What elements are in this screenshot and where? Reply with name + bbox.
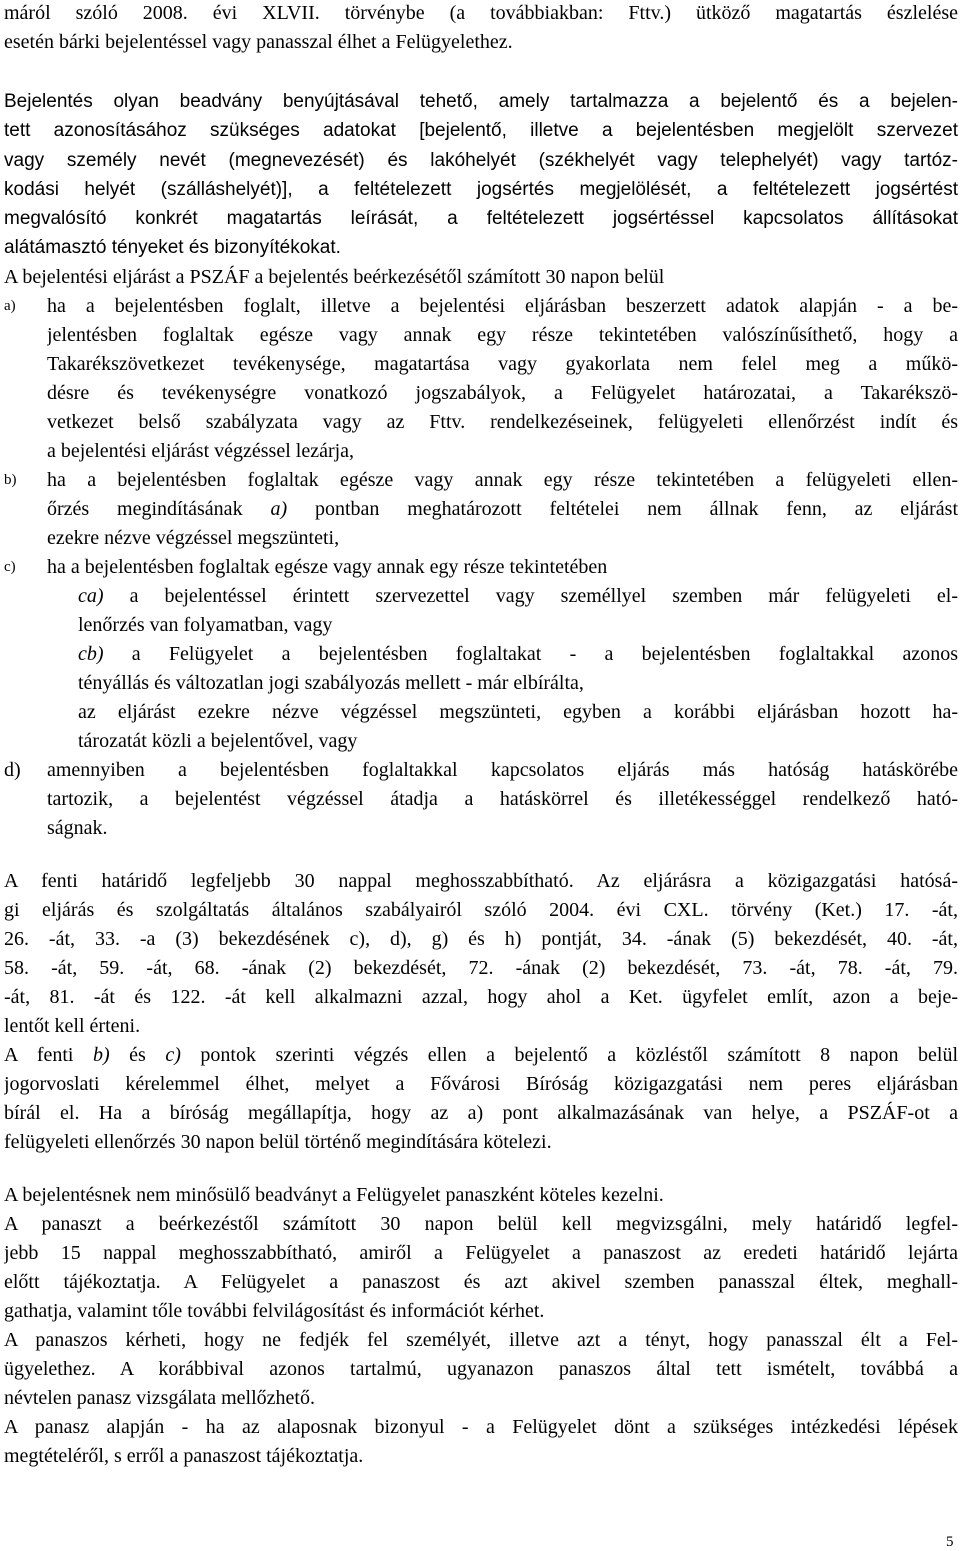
text-line: tényállás és változatlan jogi szabályozás mellett - már elbírálta, xyxy=(78,672,584,694)
text-line: A panaszos kérheti, hogy ne fedjék fel személyét, illetve azt a tényt, hogy panasszal élt a Fel- xyxy=(4,1329,958,1351)
text-line: máról szóló 2008. évi XLVII. törvénybe (a továbbiakban: Fttv.) ütköző magatartás észlelése xyxy=(4,2,958,24)
text-line: amennyiben a bejelentésben foglaltakkal kapcsolatos eljárás más hatóság hatáskörébe xyxy=(47,759,958,781)
text-line: A fenti b) és c) pontok szerinti végzés ellen a bejelentő a közléstől számított 8 napon belül xyxy=(4,1044,958,1066)
text-line: A bejelentési eljárást a PSZÁF a bejelentés beérkezésétől számított 30 napon belül xyxy=(4,266,665,288)
text-line: ha a bejelentésben foglaltak egésze vagy annak egy része tekintetében xyxy=(47,556,608,578)
text-line: megvalósító konkrét magatartás leírását, a feltételezett jogsértéssel kapcsolatos állításokat xyxy=(4,208,958,229)
text-line: gi eljárás és szolgáltatás általános szabályairól szóló 2004. évi CXL. törvény (Ket.) 17. -át, xyxy=(4,899,958,921)
text-line: esetén bárki bejelentéssel vagy panasszal élhet a Felügyelethez. xyxy=(4,31,513,53)
text-line: A panaszt a beérkezéstől számított 30 napon belül kell megvizsgálni, mely határidő legfel- xyxy=(4,1213,958,1235)
text-line: jelentésben foglaltak egésze vagy annak egy része tekintetében valószínűsíthető, hogy a xyxy=(47,324,958,346)
text-line: 26. -át, 33. -a (3) bekezdésének c), d), g) és h) pontját, 34. -ának (5) bekezdését, 40. -át, xyxy=(4,928,958,950)
text-line: az eljárást ezekre nézve végzéssel megszünteti, egyben a korábbi eljárásban hozott ha- xyxy=(78,701,958,723)
text-line: A bejelentésnek nem minősülő beadványt a Felügyelet panaszként köteles kezelni. xyxy=(4,1184,664,1206)
text-line: névtelen panasz vizsgálata mellőzhető. xyxy=(4,1387,315,1409)
text-line: ha a bejelentésben foglaltak egésze vagy annak egy része tekintetében a felügyeleti ellen- xyxy=(47,469,958,491)
text-line: előtt tájékoztatja. A Felügyelet a panaszost és azt akivel szemben panasszal éltek, meghall- xyxy=(4,1271,958,1293)
sub-label: ca) xyxy=(78,585,104,607)
text-line: cb) a Felügyelet a bejelentésben foglaltakat - a bejelentésben foglaltakkal azonos xyxy=(78,643,958,665)
text-line: 58. -át, 59. -át, 68. -ának (2) bekezdését, 72. -ának (2) bekezdését, 73. -át, 78. -át, 79. xyxy=(4,957,958,979)
text-line: ügyelethez. A korábbival azonos tartalmú, ugyanazon panaszos által tett ismételt, továbbá a xyxy=(4,1358,958,1380)
text-line: tartozik, a bejelentést végzéssel átadja a hatáskörrel és illetékességgel rendelkező ható- xyxy=(47,788,958,810)
text-line: lentőt kell érteni. xyxy=(4,1015,141,1037)
text-line: kodási helyét (szálláshelyét)], a feltételezett jogsértés megjelölését, a feltételezett jogsértést xyxy=(4,179,958,200)
text-line: -át, 81. -át és 122. -át kell alkalmazni azzal, hogy ahol a Ket. ügyfelet említ, azon a beje- xyxy=(4,986,958,1008)
text-line: Bejelentés olyan beadvány benyújtásával tehető, amely tartalmazza a bejelentő és a bejelen- xyxy=(4,91,958,112)
text-line: ezekre nézve végzéssel megszünteti, xyxy=(47,527,340,549)
text-line: a bejelentési eljárást végzéssel lezárja, xyxy=(47,440,355,462)
list-label: c) xyxy=(4,559,16,575)
text-line: őrzés megindításának a) pontban meghatározott feltételei nem állnak fenn, az eljárást xyxy=(47,498,958,520)
text-line: ságnak. xyxy=(47,817,108,839)
page-number: 5 xyxy=(946,1534,954,1550)
text-line: bírál el. Ha a bíróság megállapítja, hogy az a) pont alkalmazásának van helye, a PSZÁF-ot a xyxy=(4,1102,958,1124)
text-line: tározatát közli a bejelentővel, vagy xyxy=(78,730,358,752)
text-line: vagy személy nevét (megnevezését) és lakóhelyét (székhelyét vagy telephelyét) vagy tartóz- xyxy=(4,150,958,171)
list-label: d) xyxy=(4,759,21,781)
text-line: A fenti határidő legfeljebb 30 nappal meghosszabbítható. Az eljárásra a közigazgatási hatósá- xyxy=(4,870,958,892)
text-line: gathatja, valamint tőle további felvilágosítást és információt kérhet. xyxy=(4,1300,545,1322)
text-line: A panasz alapján - ha az alaposnak bizonyul - a Felügyelet dönt a szükséges intézkedési lépések xyxy=(4,1416,958,1438)
text-line: désre és tevékenységre vonatkozó jogszabályok, a Felügyelet határozatai, a Takarékszö- xyxy=(47,382,958,404)
text-line: tett azonosításához szükséges adatokat [bejelentő, illetve a bejelentésben megjelölt szervezet xyxy=(4,120,958,141)
text-line: megtételéről, s erről a panaszost tájékoztatja. xyxy=(4,1445,364,1467)
text-line: vetkezet belső szabályzata vagy az Fttv. rendelkezéseinek, felügyeleti ellenőrzést indít és xyxy=(47,411,958,433)
text-line: alátámasztó tényeket és bizonyítékokat. xyxy=(4,237,341,258)
text-line: jogorvoslati kérelemmel élhet, melyet a Fővárosi Bíróság közigazgatási nem peres eljárásban xyxy=(4,1073,958,1095)
text-line: ha a bejelentésben foglalt, illetve a bejelentési eljárásban beszerzett adatok alapján - a be- xyxy=(47,295,958,317)
text-line: jebb 15 nappal meghosszabbítható, amiről a Felügyelet a panaszost az eredeti határidő lejárta xyxy=(4,1242,958,1264)
sub-label: cb) xyxy=(78,643,104,665)
text-line: Takarékszövetkezet tevékenysége, magatartása vagy gyakorlata nem felel meg a műkö- xyxy=(47,353,958,375)
text-line: lenőrzés van folyamatban, vagy xyxy=(78,614,333,636)
list-label: a) xyxy=(4,298,16,314)
list-label: b) xyxy=(4,472,17,488)
text-line: felügyeleti ellenőrzés 30 napon belül történő megindítására kötelezi. xyxy=(4,1131,552,1153)
text-line: ca) a bejelentéssel érintett szervezettel vagy személlyel szemben már felügyeleti el- xyxy=(78,585,958,607)
